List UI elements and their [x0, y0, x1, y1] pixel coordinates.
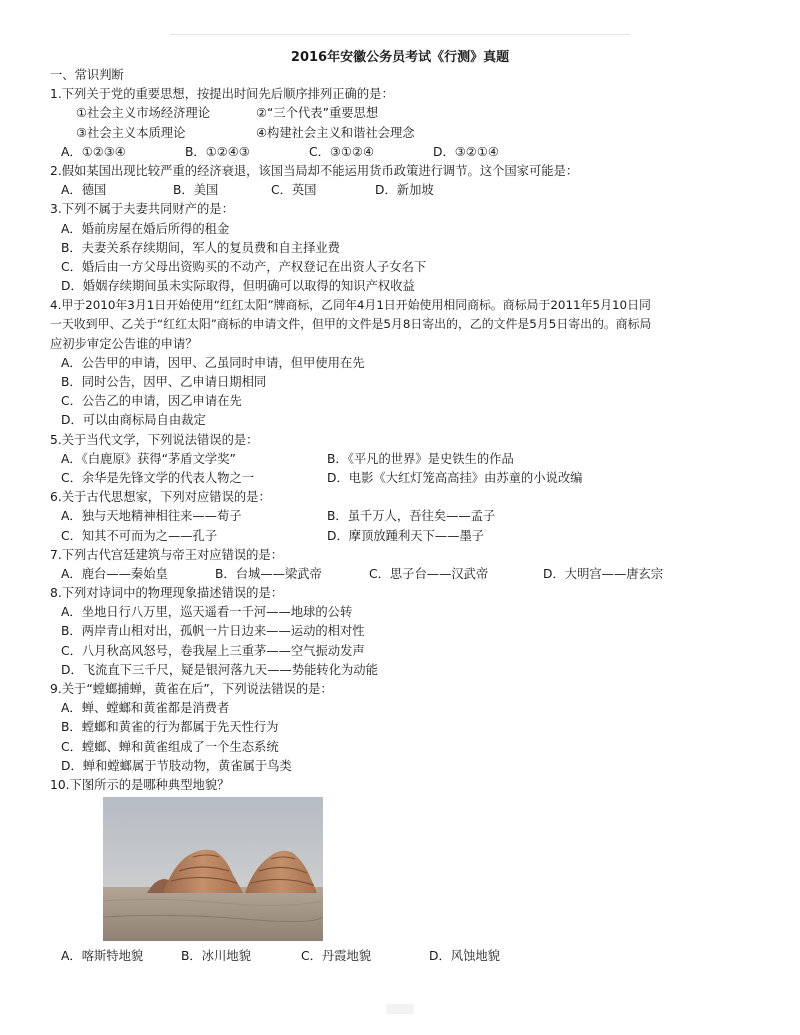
question-1-option-c: C．③①②④ — [309, 144, 374, 159]
section-heading: 一、常识判断 — [50, 68, 124, 82]
question-6-option-b: B．虽千万人，吾往矣——孟子 — [327, 509, 496, 524]
question-1-item-2: ②“三个代表”重要思想 — [256, 106, 379, 121]
question-2-option-b: B．美国 — [173, 183, 219, 198]
question-8-stem: 8.下列对诗词中的物理现象描述错误的是： — [50, 586, 284, 601]
question-5-option-a: A．《白鹿原》获得“茅盾文学奖” — [61, 451, 236, 466]
question-8-option-d: D．飞流直下三千尺，疑是银河落九天——势能转化为动能 — [61, 662, 378, 677]
question-3-option-c: C．婚后由一方父母出资购买的不动产，产权登记在出资人子女名下 — [61, 259, 427, 274]
question-2-option-c: C．英国 — [271, 183, 317, 198]
question-3-stem: 3.下列不属于夫妻共同财产的是： — [50, 202, 234, 217]
question-4-stem-line-2: 一天收到甲、乙关于“红红太阳”商标的申请文件，但甲的文件是5月8日寄出的，乙的文件是5月5日寄出的。商标局 — [50, 317, 652, 332]
question-1-option-b: B．①②④③ — [185, 144, 250, 159]
question-2-options — [50, 181, 770, 200]
question-1-item-1: ①社会主义市场经济理论 — [76, 106, 210, 121]
question-7-option-d: D．大明宫——唐玄宗 — [543, 566, 664, 581]
question-6-options-row-2 — [50, 527, 770, 546]
question-6-option-a: A．独与天地精神相往来——荀子 — [61, 509, 242, 524]
landform-photo — [103, 797, 323, 941]
question-7-options — [50, 565, 770, 584]
question-5-option-b: B．《平凡的世界》是史铁生的作品 — [327, 451, 514, 466]
question-6-options-row-1 — [50, 507, 770, 526]
question-10-option-d: D．风蚀地貌 — [429, 949, 500, 964]
question-6-stem: 6.关于古代思想家，下列对应错误的是： — [50, 490, 271, 505]
header-rule — [170, 34, 630, 35]
question-8-option-a: A．坐地日行八万里，巡天遥看一千河——地球的公转 — [61, 605, 353, 620]
question-2-option-a: A．德国 — [61, 183, 107, 198]
question-7-option-a: A．鹿台——秦始皇 — [61, 566, 168, 581]
question-1-option-d: D．③②①④ — [433, 144, 499, 159]
question-3-option-d: D．婚姻存续期间虽未实际取得，但明确可以取得的知识产权收益 — [61, 279, 415, 294]
question-7-option-b: B．台城——梁武帝 — [215, 566, 322, 581]
question-9-option-b: B．螳螂和黄雀的行为都属于先天性行为 — [61, 720, 279, 735]
question-9-option-c: C．螳螂、蝉和黄雀组成了一个生态系统 — [61, 739, 279, 754]
question-8-option-c: C．八月秋高风怒号，卷我屋上三重茅——空气振动发声 — [61, 643, 365, 658]
question-5-option-d: D．电影《大红灯笼高高挂》由苏童的小说改编 — [327, 470, 583, 485]
question-7-stem: 7.下列古代宫廷建筑与帝王对应错误的是： — [50, 547, 284, 562]
question-9-stem: 9.关于“螳螂捕蝉，黄雀在后”，下列说法错误的是： — [50, 682, 333, 696]
question-4-option-d: D．可以由商标局自由裁定 — [61, 413, 206, 428]
question-1-items-row-2 — [50, 124, 770, 143]
page-footer-mark — [386, 1004, 414, 1014]
question-9-option-d: D．蝉和螳螂属于节肢动物，黄雀属于鸟类 — [61, 758, 292, 773]
question-1-stem: 1.下列关于党的重要思想，按提出时间先后顺序排列正确的是： — [50, 87, 394, 102]
question-4-stem-line-3: 应初步审定公告谁的申请？ — [50, 336, 198, 351]
question-2-stem: 2.假如某国出现比较严重的经济衰退，该国当局却不能运用货币政策进行调节。这个国家可能是： — [50, 163, 579, 178]
question-6-option-d: D．摩顶放踵利天下——墨子 — [327, 528, 485, 543]
page-title: 2016年安徽公务员考试《行测》真题 — [290, 50, 510, 65]
question-5-options-row-2 — [50, 469, 770, 488]
question-1-option-a: A．①②③④ — [61, 144, 126, 159]
question-1-items-row-1 — [50, 104, 770, 123]
question-8-option-b: B．两岸青山相对出，孤帆一片日边来——运动的相对性 — [61, 624, 365, 639]
question-2-option-d: D．新加坡 — [375, 183, 434, 198]
question-5-stem: 5.关于当代文学，下列说法错误的是： — [50, 432, 259, 447]
question-4-option-c: C．公告乙的申请，因乙申请在先 — [61, 394, 242, 409]
question-5-option-c: C．余华是先锋文学的代表人物之一 — [61, 470, 255, 485]
question-10-options — [50, 947, 770, 966]
question-3-option-a: A．婚前房屋在婚后所得的租金 — [61, 221, 230, 236]
question-4-option-a: A．公告甲的申请，因甲、乙虽同时申请，但甲使用在先 — [61, 355, 365, 370]
question-9-option-a: A．蝉、螳螂和黄雀都是消费者 — [61, 701, 230, 716]
question-1-item-4: ④构建社会主义和谐社会理念 — [256, 125, 415, 140]
question-1-item-3: ③社会主义本质理论 — [76, 125, 186, 140]
question-10-stem: 10.下图所示的是哪种典型地貌？ — [50, 777, 230, 792]
question-7-option-c: C．思子台——汉武帝 — [369, 566, 489, 581]
question-10-option-c: C．丹霞地貌 — [301, 949, 372, 964]
question-4-stem-line-1: 4.甲于2010年3月1日开始使用“红红太阳”牌商标，乙同年4月1日开始使用相同商标。商标局于2011年5月10日同 — [50, 298, 651, 313]
question-10-option-b: B．冰川地貌 — [181, 949, 251, 964]
question-5-options-row-1 — [50, 450, 770, 469]
question-1-options — [50, 143, 770, 162]
exam-content — [50, 66, 770, 966]
question-10-option-a: A．喀斯特地貌 — [61, 949, 144, 964]
question-3-option-b: B．夫妻关系存续期间，军人的复员费和自主择业费 — [61, 240, 340, 255]
question-6-option-c: C．知其不可而为之——孔子 — [61, 528, 218, 543]
question-4-option-b: B．同时公告，因甲、乙申请日期相同 — [61, 375, 267, 389]
